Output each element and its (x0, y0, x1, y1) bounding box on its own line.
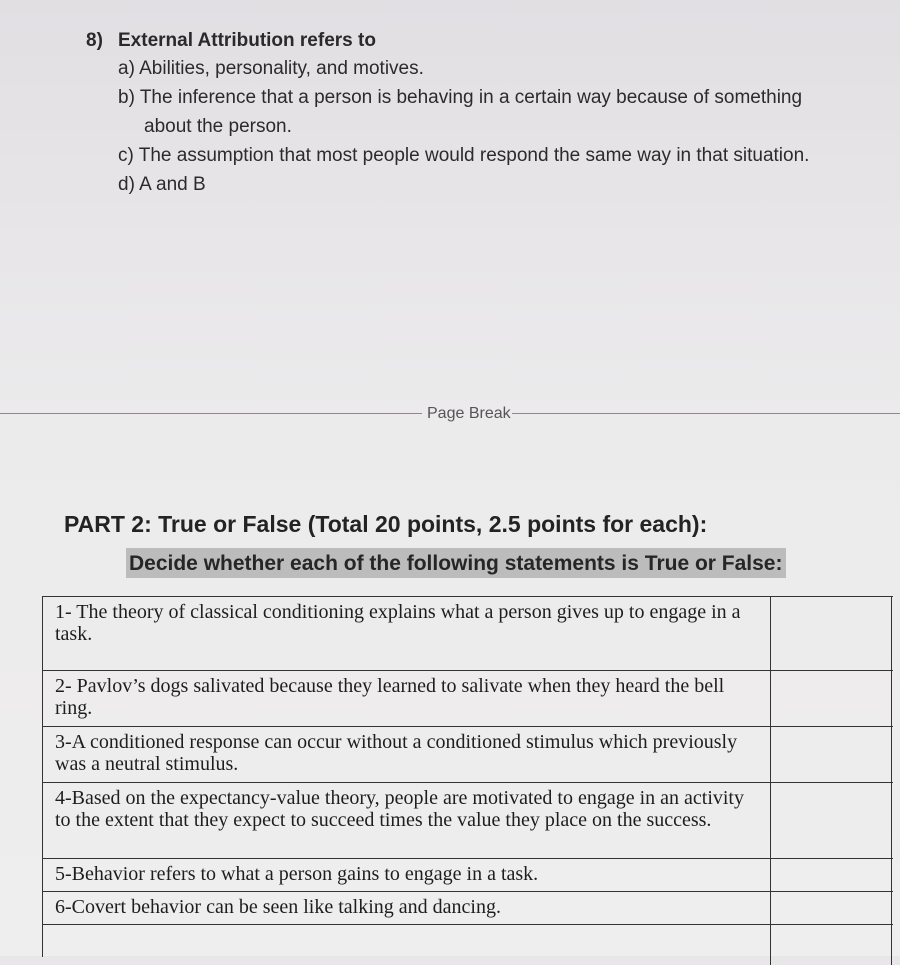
statement-5: 5-Behavior refers to what a person gains to engage in a task. (43, 859, 771, 891)
answer-cell-7[interactable] (773, 925, 892, 965)
part-2-instruction: Decide whether each of the following statements is True or False: (126, 548, 786, 578)
table-row (43, 925, 893, 965)
statement-3: 3-A conditioned response can occur without a conditioned stimulus which previously was a neutral stimulus. (43, 727, 771, 782)
part-2-title: PART 2: True or False (Total 20 points, 2.5 points for each): (64, 511, 708, 537)
page-break-label: Page Break (427, 405, 511, 422)
answer-cell-2[interactable] (773, 671, 892, 726)
statement-7-cutoff (43, 925, 771, 965)
table-row (43, 597, 893, 671)
question-text: External Attribution refers to (118, 30, 376, 51)
answer-options (118, 54, 886, 199)
statement-4: 4-Based on the expectancy-value theory, people are motivated to engage in an activity to the extent that they expect to succeed times the value they place on the success. (43, 783, 771, 858)
question-8 (86, 28, 886, 199)
true-false-table (42, 596, 893, 957)
table-row (43, 671, 893, 727)
page-break-line-right (512, 413, 900, 414)
table-row (43, 727, 893, 783)
answer-cell-1[interactable] (773, 597, 892, 670)
table-row (43, 859, 893, 892)
question-number: 8) (86, 30, 103, 51)
page-break (0, 404, 900, 424)
option-a: a) Abilities, personality, and motives. (118, 58, 424, 79)
question-title (86, 28, 886, 54)
statement-2: 2- Pavlov’s dogs salivated because they learned to salivate when they heard the bell ring. (43, 671, 771, 726)
option-d: d) A and B (118, 174, 206, 195)
answer-cell-6[interactable] (773, 892, 892, 924)
table-row (43, 783, 893, 859)
statement-1: 1- The theory of classical conditioning explains what a person gives up to engage in a task. (43, 597, 771, 670)
page-break-line-left (0, 413, 422, 414)
table-row (43, 892, 893, 925)
option-b-continued: about the person. (144, 116, 292, 137)
answer-cell-4[interactable] (773, 783, 892, 858)
option-c: c) The assumption that most people would respond the same way in that situation. (118, 145, 810, 166)
answer-cell-3[interactable] (773, 727, 892, 782)
answer-cell-5[interactable] (773, 859, 892, 891)
statement-6: 6-Covert behavior can be seen like talking and dancing. (43, 892, 771, 924)
option-b: b) The inference that a person is behaving in a certain way because of something (118, 87, 803, 108)
